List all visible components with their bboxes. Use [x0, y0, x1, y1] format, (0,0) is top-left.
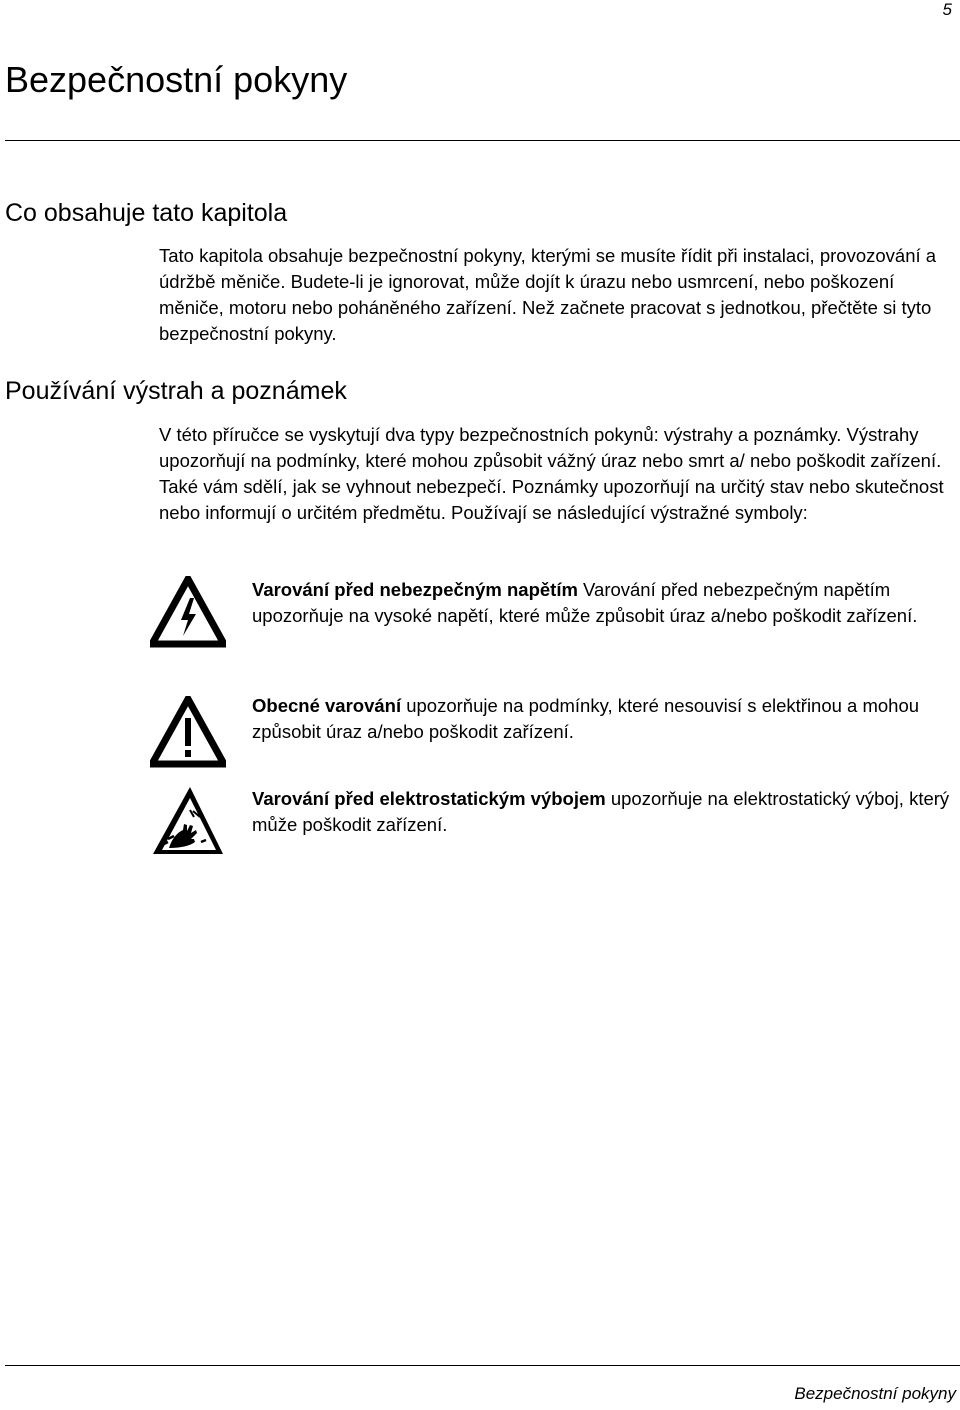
section-heading-warnings-notes: Používání výstrah a poznámek: [5, 377, 347, 405]
chapter-contents-paragraph: Tato kapitola obsahuje bezpečnostní pokyny, kterými se musíte řídit při instalaci, provozování a údržbě měniče. Budete-li je ignorovat, může dojít k úrazu nebo usmrcení, nebo poškození měniče, motoru nebo poháněného zařízení. Než začnete pracovat s jednotkou, přečtěte si tyto bezpečnostní pokyny.: [159, 245, 937, 344]
warnings-notes-paragraph: V této příručce se vyskytují dva typy bezpečnostních pokynů: výstrahy a poznámky. Výstrahy upozorňují na podmínky, které mohou způsobit vážný úraz nebo smrt a/ nebo poškodit zařízení. Také vám sdělí, jak se vyhnout nebezpečí. Poznámky upozorňují na určitý stav nebo skutečnost nebo informují o určitém předmětu. Používají se následující výstražné symboly:: [159, 424, 944, 523]
high-voltage-warning-icon: [150, 576, 226, 648]
footer-chapter-name: Bezpečnostní pokyny: [794, 1384, 956, 1403]
general-warning-description: upozorňuje na podmínky, které nesouvisí s elektřinou a mohou způsobit úraz a/nebo poškodit zařízení.: [252, 695, 920, 742]
electrostatic-discharge-warning-icon: [150, 784, 226, 858]
high-voltage-warning-text: [252, 577, 957, 629]
header-divider: [5, 140, 960, 141]
page-number: 5: [942, 0, 952, 19]
general-warning-text: [252, 693, 957, 745]
chapter-title: Bezpečnostní pokyny: [5, 59, 348, 100]
section-heading-chapter-contents: Co obsahuje tato kapitola: [5, 199, 288, 227]
electrostatic-discharge-warning-text: [252, 786, 957, 838]
general-warning-title: Obecné varování: [252, 695, 402, 716]
electrostatic-discharge-warning-description: upozorňuje na elektrostatický výboj, který může poškodit zařízení.: [252, 788, 950, 835]
high-voltage-warning-title: Varování před nebezpečným napětím: [252, 579, 578, 600]
electrostatic-discharge-warning-title: Varování před elektrostatickým výbojem: [252, 788, 606, 809]
footer-divider: [5, 1365, 960, 1366]
high-voltage-warning-description: Varování před nebezpečným napětím upozorňuje na vysoké napětí, které může způsobit úraz a/nebo poškodit zařízení.: [252, 579, 918, 626]
general-warning-icon: [150, 696, 226, 768]
